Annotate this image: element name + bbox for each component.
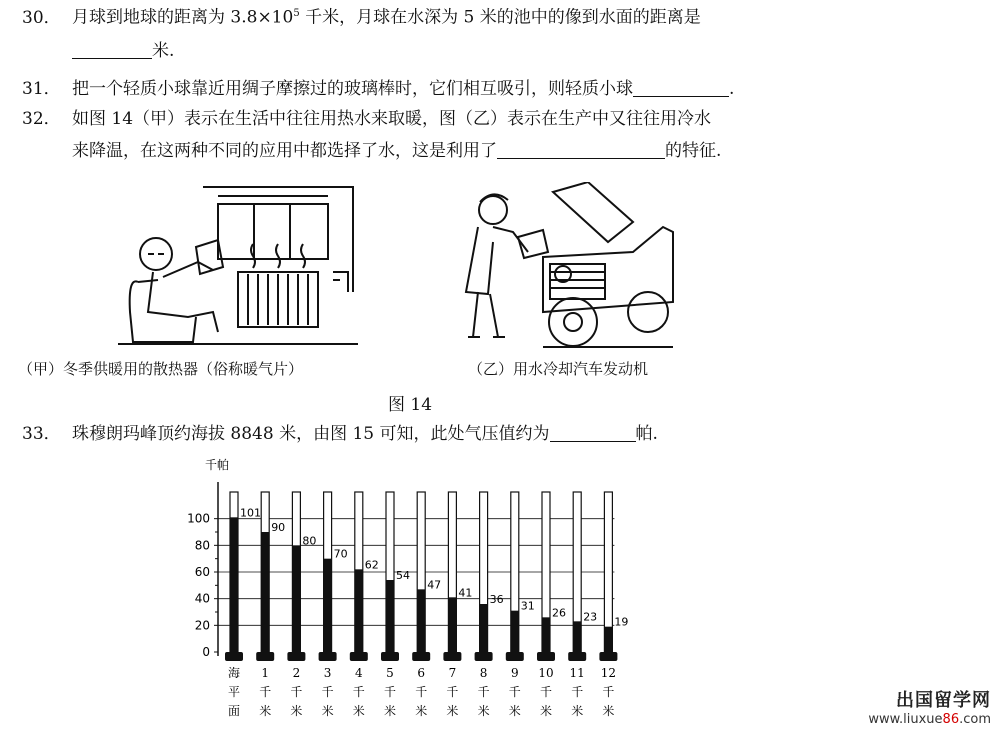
- x-tick-label: 米: [321, 704, 334, 718]
- x-tick-label: 米: [508, 704, 521, 718]
- data-label: 70: [333, 547, 348, 561]
- tube-bulb: [256, 652, 274, 661]
- x-tick-label: 米: [290, 704, 303, 718]
- data-label: 47: [427, 578, 442, 592]
- question-32-line2: 来降温，在这两种不同的应用中都选择了水，这是利用了 的特征.: [72, 141, 722, 161]
- x-tick-label: 10: [538, 666, 554, 680]
- pressure-bar: [355, 569, 363, 652]
- answer-blank[interactable]: [550, 423, 636, 442]
- tube-bulb: [412, 652, 430, 661]
- tube-bulb: [537, 652, 555, 661]
- x-tick-label: 千: [602, 685, 615, 699]
- tube-bulb: [319, 652, 337, 661]
- x-tick-label: 千: [290, 685, 303, 699]
- pressure-bar: [230, 517, 238, 652]
- tube-bulb: [287, 652, 305, 661]
- x-tick-label: 2: [292, 666, 301, 680]
- x-tick-label: 9: [510, 666, 519, 680]
- x-tick-label: 平: [227, 685, 241, 699]
- tube-bulb: [568, 652, 586, 661]
- x-tick-label: 千: [259, 685, 272, 699]
- x-tick-label: 3: [323, 666, 332, 680]
- pressure-bar: [542, 617, 550, 652]
- tube-bulb: [225, 652, 243, 661]
- data-label: 23: [583, 610, 598, 624]
- tube-bulb: [599, 652, 617, 661]
- pressure-bar: [573, 621, 581, 652]
- figure-caption-b: （乙）用水冷却汽车发动机: [468, 360, 649, 378]
- y-tick-label: 80: [194, 538, 210, 553]
- tube-bulb: [506, 652, 524, 661]
- data-label: 62: [364, 558, 379, 572]
- x-tick-label: 米: [446, 704, 459, 718]
- y-tick-label: 20: [194, 618, 210, 633]
- x-tick-label: 千: [571, 685, 584, 699]
- x-tick-label: 米: [477, 704, 490, 718]
- x-tick-label: 1: [261, 666, 270, 680]
- car-engine-illustration: [458, 182, 676, 354]
- question-number: 33．: [22, 424, 61, 444]
- data-label: 31: [520, 599, 535, 613]
- x-tick-label: 米: [259, 704, 272, 718]
- tube-bulb: [443, 652, 461, 661]
- radiator-illustration: [118, 182, 368, 354]
- question-31: 31． 把一个轻质小球靠近用绸子摩擦过的玻璃棒时，它们相互吸引，则轻质小球 .: [22, 75, 734, 103]
- x-tick-label: 千: [383, 685, 397, 699]
- tube-bulb: [350, 652, 368, 661]
- answer-blank[interactable]: [497, 140, 665, 159]
- x-tick-label: 海: [227, 666, 241, 680]
- tube-bulb: [381, 652, 399, 661]
- data-label: 90: [271, 521, 286, 534]
- x-tick-label: 千: [508, 685, 521, 699]
- x-tick-label: 8: [479, 666, 488, 680]
- x-tick-label: 米: [383, 704, 397, 718]
- x-tick-label: 米: [539, 704, 553, 718]
- x-tick-label: 千: [539, 685, 553, 699]
- y-tick-label: 40: [194, 591, 210, 606]
- question-32: 32． 如图 14（甲）表示在生活中往往用热水来取暖，图（乙）表示在生产中又往往用冷水: [22, 105, 711, 133]
- x-tick-label: 千: [446, 685, 459, 699]
- x-tick-label: 千: [415, 685, 428, 699]
- answer-blank[interactable]: [72, 40, 152, 59]
- data-label: 26: [552, 606, 566, 620]
- data-label: 36: [489, 593, 504, 606]
- x-tick-label: 7: [448, 666, 457, 680]
- watermark: [868, 686, 991, 727]
- pressure-chart: [170, 452, 630, 735]
- data-label: 101: [240, 506, 261, 520]
- x-tick-label: 米: [602, 704, 615, 718]
- pressure-bar: [480, 604, 488, 652]
- x-tick-label: 4: [354, 666, 363, 680]
- y-axis-label: 千帕: [205, 458, 230, 472]
- question-30-line2: 米.: [72, 37, 174, 65]
- data-label: 54: [396, 569, 410, 582]
- y-tick-label: 100: [187, 511, 210, 526]
- x-tick-label: 米: [352, 704, 365, 718]
- pressure-bar: [604, 627, 612, 652]
- pressure-bar: [448, 597, 456, 652]
- pressure-bar: [417, 589, 425, 652]
- question-number: 32．: [22, 109, 61, 129]
- pressure-bar: [324, 559, 332, 652]
- x-tick-label: 米: [571, 704, 584, 718]
- figure-caption-a: （甲）冬季供暖用的散热器（俗称暖气片）: [18, 360, 304, 378]
- pressure-bar: [511, 611, 519, 652]
- x-tick-label: 米: [415, 704, 428, 718]
- x-tick-label: 千: [477, 685, 490, 699]
- answer-blank[interactable]: [633, 78, 729, 97]
- x-tick-label: 11: [569, 666, 585, 680]
- data-label: 41: [458, 586, 473, 600]
- x-tick-label: 千: [352, 685, 365, 699]
- x-tick-label: 面: [227, 704, 241, 718]
- pressure-bar: [261, 532, 269, 652]
- data-label: 80: [302, 534, 317, 548]
- watermark-title: 出国留学网: [896, 690, 991, 711]
- pressure-bar: [292, 545, 300, 652]
- data-label: 19: [614, 615, 629, 629]
- question-number: 31．: [22, 79, 61, 99]
- x-tick-label: 5: [386, 666, 394, 680]
- y-tick-label: 60: [194, 565, 210, 579]
- question-number: 30．: [22, 7, 61, 28]
- question-30: 30． 月球到地球的距离为 $3.8\times 10^5$ 千米，月球在水深为 5 米的池中的像到水面的距离是: [22, 0, 701, 32]
- pressure-bar: [386, 580, 394, 652]
- x-tick-label: 12: [600, 666, 617, 680]
- question-33: 33． 珠穆朗玛峰顶约海拔 8848 米，由图 15 可知，此处气压值约为 帕.: [22, 420, 658, 448]
- y-tick-label: 0: [202, 645, 210, 659]
- figure-title: 图 14: [388, 395, 433, 415]
- tube-bulb: [475, 652, 493, 661]
- x-tick-label: 千: [321, 685, 334, 699]
- watermark-url: www.liuxue86.com: [868, 712, 991, 727]
- x-tick-label: 6: [417, 666, 426, 680]
